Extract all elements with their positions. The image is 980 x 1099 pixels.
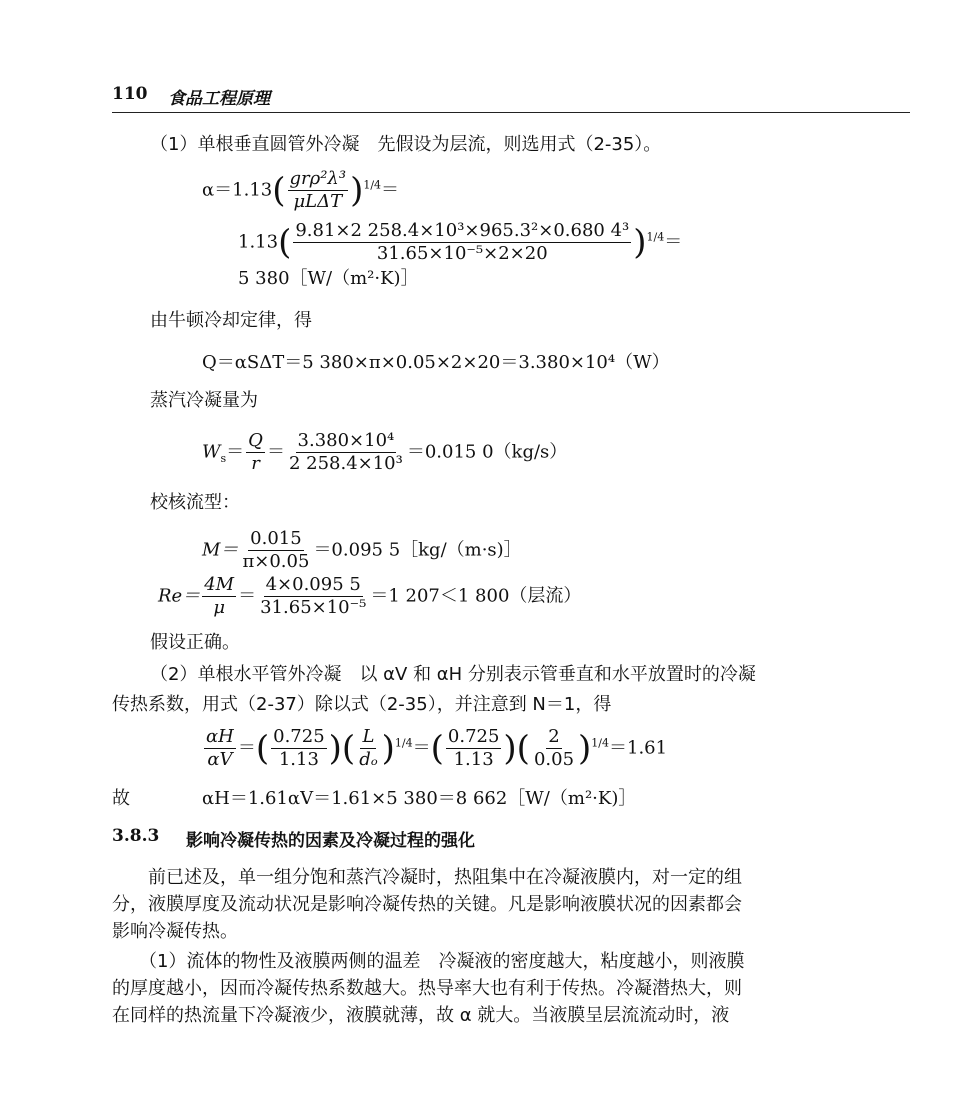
M-denominator: π×0.05 [242, 551, 310, 572]
ratio-c4-numerator: 2 [548, 726, 560, 747]
ratio-c1 [271, 726, 327, 771]
Ws-result: ＝0.015 0（kg/s） [406, 441, 568, 463]
sub-equals: ＝ [664, 231, 683, 253]
alpha-denominator: μLΔT [293, 191, 343, 212]
section-number: 3.8.3 [112, 826, 160, 846]
ratio-c1-denominator: 1.13 [278, 749, 319, 770]
Ws-f1-numerator: Q [248, 430, 263, 451]
Re-f2-denominator: 31.65×10⁻⁵ [260, 597, 367, 618]
ratio-result: ＝1.61 [609, 737, 668, 759]
Re-result: ＝1 207＜1 800（层流） [370, 585, 582, 607]
page-number: 110 [112, 84, 148, 104]
ratio-c3-denominator: 1.13 [453, 749, 494, 770]
ratio-c4-denominator: 0.05 [533, 749, 575, 770]
ratio-c4 [532, 726, 576, 771]
paragraph-2-line: 在同样的热流量下冷凝液少，液膜就薄，故 α 就大。当液膜呈层流流动时，液 [112, 1005, 730, 1026]
book-title: 食品工程原理 [168, 89, 270, 109]
Ws-symbol: W [202, 441, 221, 463]
paragraph-2-line: （1）流体的物性及液膜两侧的温差 冷凝液的密度越大，粘度越小，则液膜 [112, 951, 745, 972]
sub-numerator: 9.81×2 258.4×10³×965.3²×0.680 4³ [295, 220, 630, 241]
ratio-c3-numerator: 0.725 [447, 726, 500, 747]
alpha-lhs: α＝1.13 [202, 179, 273, 201]
alpha-fraction [288, 168, 349, 213]
paragraph-1-line: 分，液膜厚度及流动状况是影响冷凝传热的关键。凡是影响液膜状况的因素都会 [112, 894, 742, 915]
sub-denominator: 31.65×10⁻⁵×2×20 [376, 243, 548, 264]
sub-coefficient: 1.13 [238, 231, 279, 253]
ratio-c3 [446, 726, 502, 771]
M-formula [202, 528, 522, 573]
Ws-f2-denominator: 2 258.4×10³ [288, 453, 403, 474]
ratio-exp1: 1/4 [394, 736, 413, 750]
M-fraction [240, 528, 311, 573]
paragraph-1-line: 影响冷凝传热。 [112, 921, 238, 942]
part1-heading: （1）单根垂直圆管外冷凝 先假设为层流，则选用式（2-35）。 [150, 134, 662, 155]
Ws-fraction-2 [287, 430, 405, 475]
Re-formula: Re＝ $\frac{4M}{\mu}$ ＝ $\frac{4\times 0.095 5}{\text{31.65×10⁻⁵}}$ ＝1 207＜1 800（层流） [158, 574, 582, 618]
check-text: 校核流型： [150, 492, 240, 513]
Ws-f1-denominator: r [251, 453, 260, 474]
alpha-result: 5 380［W/（m²·K)］ [238, 268, 419, 289]
ratio-exp2: 1/4 [591, 736, 609, 750]
ratio-denominator: αV [207, 749, 233, 770]
Ws-fraction-1 [246, 430, 265, 475]
Ws-subscript: s [220, 452, 227, 466]
Re-fraction-2 [258, 574, 368, 619]
M-numerator: 0.015 [250, 528, 302, 549]
alpha-exponent: 1/4 [363, 178, 382, 192]
paragraph-1 [112, 864, 742, 945]
Q-equation: Q＝αSΔT＝5 380×π×0.05×2×20＝3.380×10⁴（W） [202, 352, 670, 373]
M-lhs: M＝ [202, 539, 239, 561]
aH-equation: αH＝1.61αV＝1.61×5 380＝8 662［W/（m²·K)］ [202, 788, 637, 809]
assume-ok-text: 假设正确。 [150, 632, 240, 653]
alpha-numerator: grρ²λ³ [289, 168, 347, 189]
ratio-numerator: αH [206, 726, 234, 747]
header-rule [112, 112, 910, 113]
ratio-c1-numerator: 0.725 [273, 726, 325, 747]
Re-fraction-1 [202, 574, 236, 619]
Ws-f2-numerator: 3.380×10⁴ [297, 430, 395, 451]
steam-text: 蒸汽冷凝量为 [150, 390, 258, 411]
sub-exponent: 1/4 [646, 230, 665, 244]
paragraph-1-line: 前已述及，单一组分饱和蒸汽冷凝时，热阻集中在冷凝液膜内，对一定的组 [112, 867, 742, 888]
ratio-c2 [357, 726, 379, 771]
Re-f1-numerator: 4M [204, 574, 235, 595]
ratio-c2-numerator: L [362, 726, 375, 747]
Re-f1-denominator: μ [213, 597, 226, 618]
alpha-formula: α＝1.13( $\frac{\text{grρ²λ³}}{\text{μLΔT}}$ )$^{1/4}$＝ [202, 168, 400, 212]
sub-fraction [293, 220, 631, 265]
paragraph-2 [112, 948, 744, 1029]
M-result: ＝0.095 5［kg/（m·s)］ [313, 539, 522, 561]
ratio-fraction [204, 726, 236, 771]
Re-f2-numerator: 4×0.095 5 [265, 574, 361, 595]
Re-lhs: Re＝ [158, 585, 201, 607]
paragraph-2-line: 的厚度越小，因而冷凝传热系数越大。热导率大也有利于传热。冷凝潜热大，则 [112, 978, 742, 999]
part2-line1: （2）单根水平管外冷凝 以 αV 和 αH 分别表示管垂直和水平放置时的冷凝 [150, 664, 756, 685]
part2-line2: 传热系数，用式（2-37）除以式（2-35），并注意到 N＝1，得 [112, 694, 612, 715]
ratio-formula: $\frac{\alpha H}{\alpha V}$ ＝( $\frac{0.725}{1.13}$ )( $\frac{L}{\text{dₒ}}$ )$^{1/4}$＝( $\frac{0.725}{1.13}$ )( $\frac{2}{0.05}$ )$^{1/4}$＝1.61 [206, 726, 668, 770]
Ws-formula: $W_s=$ $\frac{Q}{r}$ ＝ $\frac{\text{3.380×10⁴}}{\text{2 258.4×10³}}$ ＝0.015 0（kg/s） [202, 430, 568, 474]
ratio-c2-denominator: dₒ [359, 749, 378, 770]
newton-text: 由牛顿冷却定律，得 [150, 310, 312, 331]
therefore-text: 故 [112, 788, 130, 809]
alpha-equals: ＝ [381, 179, 400, 201]
section-title: 影响冷凝传热的因素及冷凝过程的强化 [186, 831, 475, 851]
alpha-substitution: 1.13( $\frac{\text{9.81×2 258.4×10³×965.3²×0.680 4³}}{\text{31.65×10⁻⁵×2×20}}$ )$^{1/4}$＝ [238, 220, 683, 264]
